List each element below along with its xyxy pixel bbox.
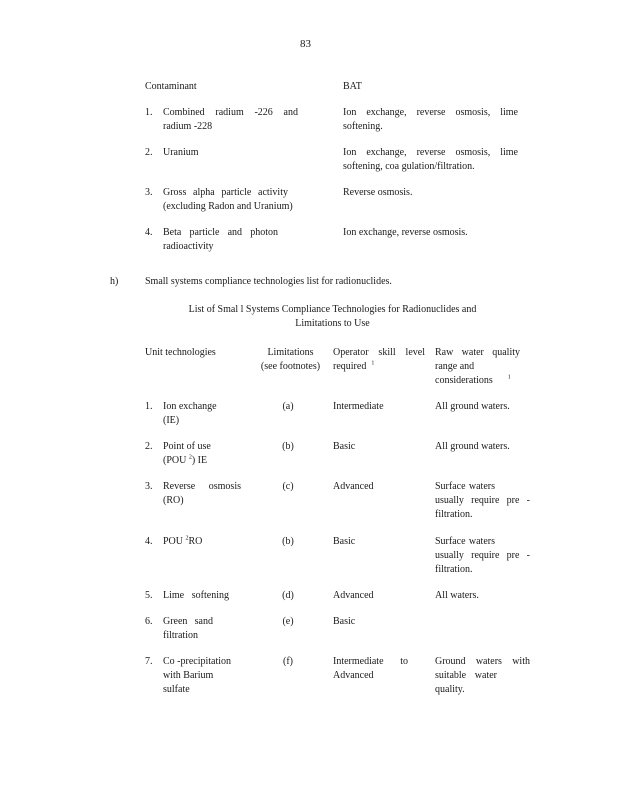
contaminant-line: radium -228: [163, 121, 213, 132]
page-number: 83: [300, 38, 311, 50]
unit-tech-cell: [163, 589, 241, 603]
cell-line: Basic: [333, 616, 356, 627]
row-number: 3.: [145, 187, 153, 198]
row-number: 1.: [145, 401, 153, 412]
cell-line: Basic: [333, 536, 356, 547]
contaminant-line: Combined radium -226 and: [163, 107, 298, 118]
cell-line: with Barium: [163, 670, 214, 681]
cell-line: All ground waters.: [435, 441, 510, 452]
bat-line: Ion exchange, reverse osmosis, lime: [343, 147, 518, 158]
unit-tech-cell: [163, 615, 241, 643]
cell-line: Advanced: [333, 481, 374, 492]
row-number: 6.: [145, 616, 153, 627]
contaminant-header: Contaminant: [145, 81, 197, 92]
contaminant-cell: [163, 146, 298, 160]
cell-line: Reverse osmosis: [163, 481, 241, 492]
bat-line: Reverse osmosis.: [343, 187, 413, 198]
cell-line: quality.: [435, 684, 465, 695]
header-line: required: [333, 361, 367, 372]
header-line: (see footnotes): [260, 361, 321, 372]
contaminant-cell: [163, 106, 298, 134]
cell-line: suitable water: [435, 670, 497, 681]
operator-header: [333, 346, 425, 374]
bat-header: BAT: [343, 81, 362, 92]
operator-cell: [333, 440, 408, 454]
cell-text: RO: [188, 536, 203, 547]
cell-line: filtration: [163, 630, 198, 641]
footnote-mark: 2: [188, 454, 192, 461]
cell-line: All waters.: [435, 590, 479, 601]
operator-cell: [333, 400, 408, 414]
bat-cell: [343, 226, 518, 240]
row-number: 4.: [145, 227, 153, 238]
bat-cell: [343, 146, 518, 174]
header-line: Raw water quality: [435, 347, 520, 358]
operator-cell: [333, 589, 408, 603]
cell-line: Ion exchange: [163, 401, 217, 412]
operator-cell: [333, 535, 408, 549]
cell-line: usually require pre -: [435, 550, 530, 561]
operator-cell: [333, 655, 408, 683]
limitation-cell: (b): [282, 536, 294, 547]
cell-line: filtration.: [435, 564, 473, 575]
contaminant-line: radioactivity: [163, 241, 214, 252]
cell-line: Advanced: [333, 590, 374, 601]
header-line: Operator skill level: [333, 347, 425, 358]
unit-tech-cell: [163, 440, 241, 468]
row-number: 5.: [145, 590, 153, 601]
limitation-cell: (f): [283, 656, 293, 667]
bat-cell: [343, 186, 518, 200]
unit-tech-cell: [163, 480, 241, 508]
unit-tech-cell: [163, 400, 241, 428]
limitation-cell: (a): [282, 401, 294, 412]
cell-line: usually require pre -: [435, 495, 530, 506]
unit-tech-cell: [163, 535, 241, 549]
header-line: range and: [435, 361, 475, 372]
limitations-header: [253, 346, 328, 374]
row-number: 7.: [145, 656, 153, 667]
header-line: considerations: [435, 375, 493, 386]
section-text: Small systems compliance technologies list for radionuclides.: [145, 276, 392, 287]
cell-text: POU: [163, 536, 186, 547]
limitation-cell: (d): [282, 590, 294, 601]
cell-line: sulfate: [163, 684, 190, 695]
limitation-cell: (e): [282, 616, 294, 627]
raw-water-cell: [435, 655, 530, 697]
cell-line: filtration.: [435, 509, 473, 520]
cell-line: Basic: [333, 441, 356, 452]
contaminant-cell: [163, 186, 313, 214]
cell-line: All ground waters.: [435, 401, 510, 412]
limitation-cell: (b): [282, 441, 294, 452]
cell-line: Intermediate to: [333, 656, 408, 667]
bat-line: Ion exchange, reverse osmosis.: [343, 227, 468, 238]
footnote-mark: 1: [371, 360, 375, 367]
bat-line: softening.: [343, 121, 383, 132]
raw-water-cell: [435, 400, 530, 414]
row-number: 2.: [145, 147, 153, 158]
raw-water-header: [435, 346, 520, 388]
table-title-line: Limitations to Use: [295, 318, 370, 329]
cell-line: Lime softening: [163, 590, 229, 601]
bat-line: Ion exchange, reverse osmosis, lime: [343, 107, 518, 118]
raw-water-cell: [435, 535, 530, 577]
header-line: Limitations: [267, 347, 314, 358]
table-title-line: List of Smal l Systems Compliance Technologies for Radionuclides and: [188, 304, 477, 315]
contaminant-line: Beta particle and photon: [163, 227, 278, 238]
row-number: 4.: [145, 536, 153, 547]
contaminant-line: Uranium: [163, 147, 199, 158]
row-number: 2.: [145, 441, 153, 452]
section-label: h): [110, 276, 119, 287]
cell-line: Point of use: [163, 441, 211, 452]
unit-tech-cell: [163, 655, 241, 697]
raw-water-cell: [435, 440, 530, 454]
contaminant-cell: [163, 226, 278, 254]
cell-line: (RO): [163, 495, 184, 506]
operator-cell: [333, 480, 408, 494]
operator-cell: [333, 615, 408, 629]
limitation-cell: (c): [282, 481, 294, 492]
cell-line: Co -precipitation: [163, 656, 232, 667]
row-number: 1.: [145, 107, 153, 118]
row-number: 3.: [145, 481, 153, 492]
footnote-mark: 2: [185, 535, 189, 542]
cell-text: (POU: [163, 455, 189, 466]
contaminant-line: (excluding Radon and Uranium): [163, 201, 293, 212]
cell-line: Surface waters: [435, 481, 495, 492]
raw-water-cell: [435, 589, 530, 603]
cell-text: ) IE: [191, 455, 208, 466]
raw-water-cell: [435, 480, 530, 522]
cell-line: Green sand: [163, 616, 213, 627]
cell-line: Ground waters with: [435, 656, 530, 667]
contaminant-line: Gross alpha particle activity: [163, 187, 288, 198]
footnote-mark: 1: [507, 374, 511, 381]
cell-line: (IE): [163, 415, 180, 426]
bat-line: softening, coa gulation/filtration.: [343, 161, 475, 172]
cell-line: Advanced: [333, 670, 374, 681]
unit-tech-header: Unit technologies: [145, 347, 216, 358]
cell-line: Surface waters: [435, 536, 495, 547]
cell-line: Intermediate: [333, 401, 384, 412]
bat-cell: [343, 106, 518, 134]
